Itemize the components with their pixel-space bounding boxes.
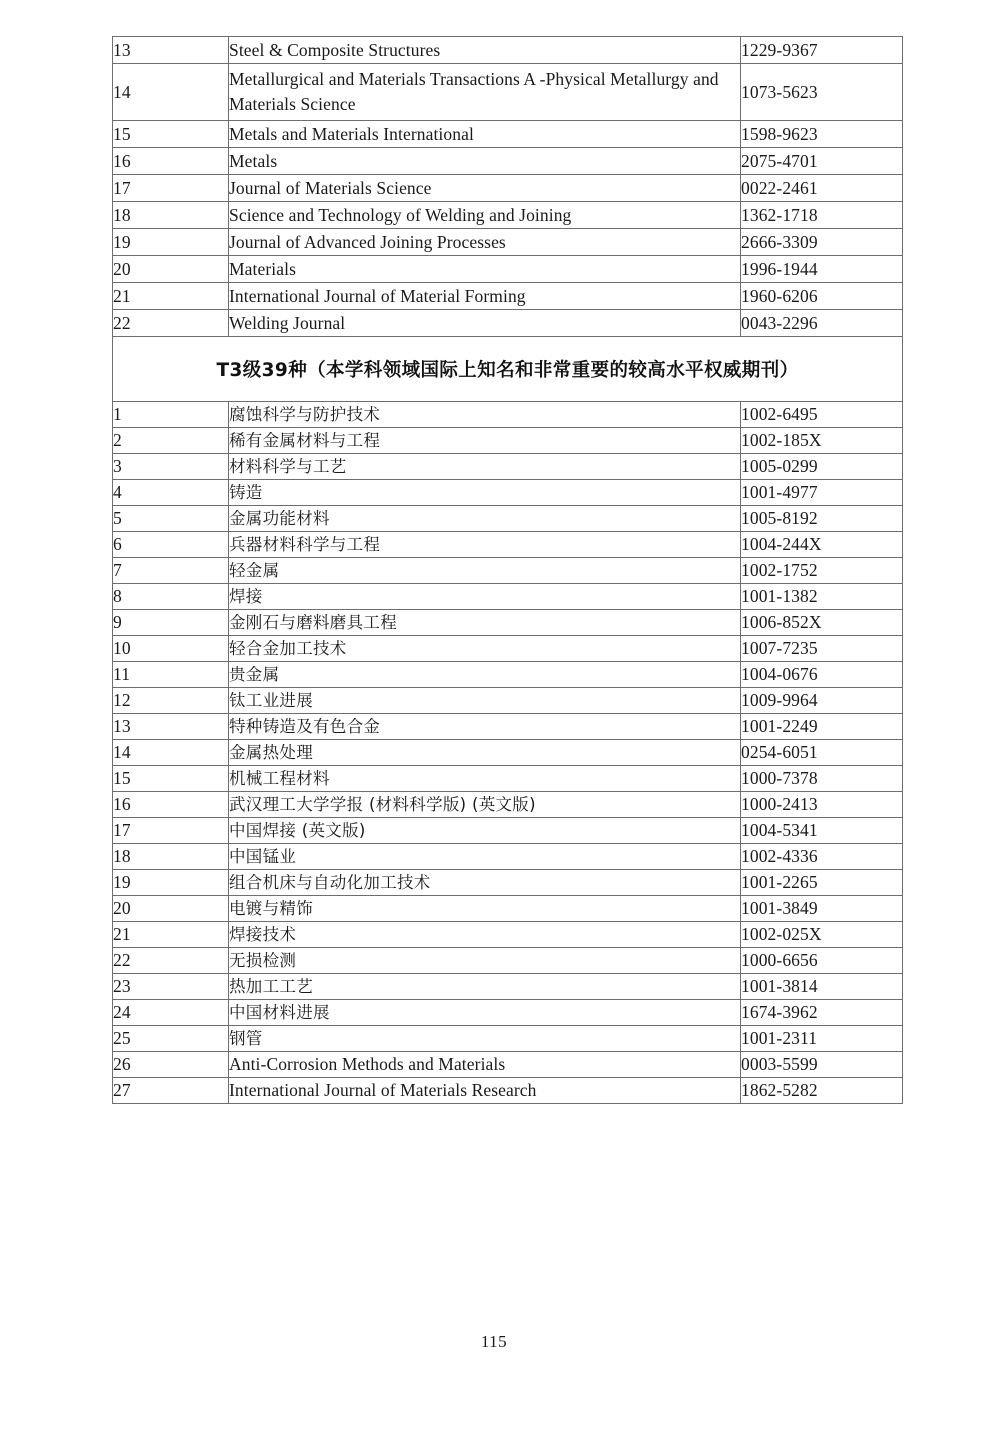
journal-name-cell: Metals (229, 148, 741, 175)
table-row (113, 1052, 903, 1078)
journal-issn-cell: 1996-1944 (741, 256, 903, 283)
journal-issn-cell: 2075-4701 (741, 148, 903, 175)
table-row (113, 896, 903, 922)
journal-name-cell: 热加工工艺 (229, 974, 741, 1000)
journal-issn-cell: 2666-3309 (741, 229, 903, 256)
table-row (113, 818, 903, 844)
row-index-cell: 13 (113, 37, 229, 64)
row-index-cell: 23 (113, 974, 229, 1000)
section-header-cell (113, 337, 903, 402)
journal-name-cell: Welding Journal (229, 310, 741, 337)
row-index-cell: 25 (113, 1026, 229, 1052)
journal-name-cell: 武汉理工大学学报 (材料科学版) (英文版) (229, 792, 741, 818)
journal-name-cell: 中国锰业 (229, 844, 741, 870)
table-body (113, 37, 903, 1104)
journal-issn-cell: 1001-1382 (741, 584, 903, 610)
journal-issn-cell: 1004-5341 (741, 818, 903, 844)
row-index-cell: 20 (113, 256, 229, 283)
table-row (113, 310, 903, 337)
table-row (113, 792, 903, 818)
row-index-cell: 22 (113, 948, 229, 974)
table-row (113, 688, 903, 714)
journal-name-cell: Metals and Materials International (229, 121, 741, 148)
journal-issn-cell: 1001-2311 (741, 1026, 903, 1052)
table-row (113, 662, 903, 688)
row-index-cell: 18 (113, 202, 229, 229)
table-row (113, 37, 903, 64)
row-index-cell: 16 (113, 792, 229, 818)
journal-name-cell: 电镀与精饰 (229, 896, 741, 922)
row-index-cell: 18 (113, 844, 229, 870)
table-row (113, 402, 903, 428)
journal-name-cell: 钛工业进展 (229, 688, 741, 714)
journal-issn-cell: 1004-244X (741, 532, 903, 558)
journal-name-cell: Anti-Corrosion Methods and Materials (229, 1052, 741, 1078)
journal-issn-cell: 1004-0676 (741, 662, 903, 688)
row-index-cell: 9 (113, 610, 229, 636)
journal-issn-cell: 1960-6206 (741, 283, 903, 310)
table-row (113, 454, 903, 480)
journal-name-cell: 焊接技术 (229, 922, 741, 948)
row-index-cell: 26 (113, 1052, 229, 1078)
journal-issn-cell: 1002-4336 (741, 844, 903, 870)
journal-issn-cell: 1001-3849 (741, 896, 903, 922)
row-index-cell: 10 (113, 636, 229, 662)
journal-issn-cell: 1000-6656 (741, 948, 903, 974)
journal-issn-cell: 1001-2249 (741, 714, 903, 740)
journal-name-cell: 兵器材料科学与工程 (229, 532, 741, 558)
table-row (113, 175, 903, 202)
journal-issn-cell: 1006-852X (741, 610, 903, 636)
table-row (113, 256, 903, 283)
journal-issn-cell: 1005-0299 (741, 454, 903, 480)
row-index-cell: 7 (113, 558, 229, 584)
journal-name-cell: 铸造 (229, 480, 741, 506)
journal-issn-cell: 1002-6495 (741, 402, 903, 428)
journal-name-cell: 组合机床与自动化加工技术 (229, 870, 741, 896)
table-row (113, 844, 903, 870)
journal-issn-cell: 0254-6051 (741, 740, 903, 766)
journal-name-cell: Journal of Materials Science (229, 175, 741, 202)
table-row (113, 636, 903, 662)
table-row (113, 506, 903, 532)
journal-issn-cell: 1007-7235 (741, 636, 903, 662)
journal-name-cell: 轻合金加工技术 (229, 636, 741, 662)
table-row (113, 714, 903, 740)
row-index-cell: 5 (113, 506, 229, 532)
journal-name-cell: Science and Technology of Welding and Joining (229, 202, 741, 229)
row-index-cell: 4 (113, 480, 229, 506)
row-index-cell: 19 (113, 229, 229, 256)
row-index-cell: 21 (113, 922, 229, 948)
journal-issn-cell: 1001-3814 (741, 974, 903, 1000)
row-index-cell: 22 (113, 310, 229, 337)
table-row (113, 870, 903, 896)
journal-name-cell: 特种铸造及有色合金 (229, 714, 741, 740)
row-index-cell: 21 (113, 283, 229, 310)
row-index-cell: 17 (113, 175, 229, 202)
row-index-cell: 13 (113, 714, 229, 740)
row-index-cell: 6 (113, 532, 229, 558)
table-row (113, 1078, 903, 1104)
journal-issn-cell: 0043-2296 (741, 310, 903, 337)
section-header-row (113, 337, 903, 402)
journal-issn-cell: 1009-9964 (741, 688, 903, 714)
journal-name-cell: 无损检测 (229, 948, 741, 974)
journal-issn-cell: 0022-2461 (741, 175, 903, 202)
table-row (113, 974, 903, 1000)
page-number: 115 (480, 1332, 508, 1351)
row-index-cell: 1 (113, 402, 229, 428)
table-row (113, 229, 903, 256)
table-row (113, 610, 903, 636)
journal-issn-cell: 1674-3962 (741, 1000, 903, 1026)
journal-name-cell: 中国焊接 (英文版) (229, 818, 741, 844)
journal-issn-cell: 1001-4977 (741, 480, 903, 506)
journal-issn-cell: 1002-185X (741, 428, 903, 454)
table-row (113, 740, 903, 766)
row-index-cell: 15 (113, 766, 229, 792)
table-row (113, 480, 903, 506)
journal-issn-cell: 1229-9367 (741, 37, 903, 64)
journal-name-cell: Metallurgical and Materials Transactions A -Physical Metallurgy and Materials Science (229, 64, 741, 121)
journal-name-cell: 贵金属 (229, 662, 741, 688)
row-index-cell: 15 (113, 121, 229, 148)
journal-name-cell: 金属功能材料 (229, 506, 741, 532)
row-index-cell: 12 (113, 688, 229, 714)
journal-issn-cell: 1862-5282 (741, 1078, 903, 1104)
row-index-cell: 3 (113, 454, 229, 480)
table-row (113, 64, 903, 121)
journal-issn-cell: 1002-025X (741, 922, 903, 948)
row-index-cell: 27 (113, 1078, 229, 1104)
journal-issn-cell: 1000-2413 (741, 792, 903, 818)
journal-name-cell: Journal of Advanced Joining Processes (229, 229, 741, 256)
row-index-cell: 11 (113, 662, 229, 688)
row-index-cell: 8 (113, 584, 229, 610)
journal-name-cell: International Journal of Materials Research (229, 1078, 741, 1104)
table-row (113, 584, 903, 610)
journal-name-cell: International Journal of Material Forming (229, 283, 741, 310)
table-row (113, 922, 903, 948)
journal-name-cell: Materials (229, 256, 741, 283)
table-row (113, 121, 903, 148)
row-index-cell: 16 (113, 148, 229, 175)
row-index-cell: 20 (113, 896, 229, 922)
journal-name-cell: 稀有金属材料与工程 (229, 428, 741, 454)
journal-name-cell: 中国材料进展 (229, 1000, 741, 1026)
journal-name-cell: 焊接 (229, 584, 741, 610)
table-row (113, 283, 903, 310)
table-row (113, 428, 903, 454)
journal-issn-cell: 1001-2265 (741, 870, 903, 896)
journal-name-cell: 金属热处理 (229, 740, 741, 766)
table-row (113, 1026, 903, 1052)
journal-name-cell: 轻金属 (229, 558, 741, 584)
journal-issn-cell: 1362-1718 (741, 202, 903, 229)
table-row (113, 766, 903, 792)
row-index-cell: 17 (113, 818, 229, 844)
journal-name-cell: Steel & Composite Structures (229, 37, 741, 64)
row-index-cell: 24 (113, 1000, 229, 1026)
table-row (113, 558, 903, 584)
table-row (113, 148, 903, 175)
journal-name-cell: 钢管 (229, 1026, 741, 1052)
journal-name-cell: 腐蚀科学与防护技术 (229, 402, 741, 428)
journal-name-cell: 材料科学与工艺 (229, 454, 741, 480)
table-row (113, 948, 903, 974)
table-row (113, 1000, 903, 1026)
journal-list-table (112, 36, 903, 1104)
row-index-cell: 2 (113, 428, 229, 454)
section-header-label: T3级39种（本学科领域国际上知名和非常重要的较高水平权威期刊） (216, 360, 799, 381)
journal-issn-cell: 1598-9623 (741, 121, 903, 148)
row-index-cell: 19 (113, 870, 229, 896)
journal-issn-cell: 1005-8192 (741, 506, 903, 532)
journal-name-cell: 机械工程材料 (229, 766, 741, 792)
row-index-cell: 14 (113, 740, 229, 766)
journal-issn-cell: 1002-1752 (741, 558, 903, 584)
journal-name-cell: 金刚石与磨料磨具工程 (229, 610, 741, 636)
table-row (113, 202, 903, 229)
journal-issn-cell: 1073-5623 (741, 64, 903, 121)
row-index-cell: 14 (113, 64, 229, 121)
journal-issn-cell: 0003-5599 (741, 1052, 903, 1078)
table-row (113, 532, 903, 558)
journal-issn-cell: 1000-7378 (741, 766, 903, 792)
